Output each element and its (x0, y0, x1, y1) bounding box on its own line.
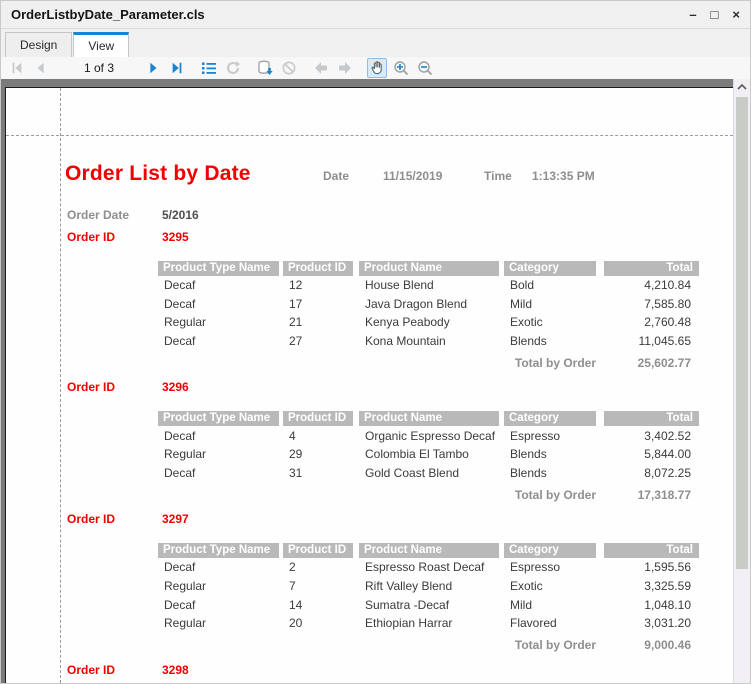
tab-strip (1, 29, 750, 57)
time-label: Time (484, 169, 512, 183)
table-cell: 2,760.48 (644, 315, 691, 330)
tab-design[interactable]: Design (5, 32, 72, 57)
table-cell: Blends (510, 447, 547, 462)
vertical-scrollbar[interactable] (733, 79, 750, 683)
table-cell: Gold Coast Blend (365, 465, 460, 480)
tab-view[interactable]: View (73, 32, 129, 57)
previous-page-icon (34, 61, 48, 75)
column-header: Product Type Name (158, 543, 279, 558)
page-indicator[interactable]: 1 of 3 (83, 61, 115, 75)
table-cell: Exotic (510, 579, 543, 594)
first-page-button[interactable] (7, 58, 27, 78)
zoom-in-button[interactable] (391, 58, 411, 78)
table-cell: 3,325.59 (644, 579, 691, 594)
refresh-icon (225, 60, 241, 76)
table-of-contents-button[interactable] (199, 58, 219, 78)
table-cell: Kona Mountain (365, 334, 446, 349)
order-date-row (67, 208, 733, 222)
total-by-order-value: 17,318.77 (637, 487, 691, 502)
table-row (158, 464, 699, 483)
table-cell: Colombia El Tambo (365, 447, 469, 462)
table-cell: 1,048.10 (644, 597, 691, 612)
time-value: 1:13:35 PM (532, 169, 595, 183)
table-cell: Decaf (164, 334, 196, 349)
table-row (158, 295, 699, 314)
table-cell: Decaf (164, 296, 196, 311)
scrollbar-thumb[interactable] (736, 97, 748, 569)
report-header (65, 162, 733, 186)
table-cell: Mild (510, 597, 533, 612)
table-cell: Mild (510, 296, 533, 311)
zoom-out-button[interactable] (415, 58, 435, 78)
history-back-button[interactable] (311, 58, 331, 78)
column-header: Total (604, 411, 699, 426)
column-header: Product Name (359, 411, 499, 426)
pan-hand-icon (369, 60, 385, 76)
table-row (158, 445, 699, 464)
column-header: Product Type Name (158, 261, 279, 276)
column-header: Category (504, 543, 596, 558)
cancel-icon (281, 60, 297, 76)
order-id-value: 3296 (162, 380, 189, 395)
orders (65, 230, 733, 677)
window-title: OrderListbyDate_Parameter.cls (11, 7, 205, 22)
export-data-button[interactable] (255, 58, 275, 78)
history-back-icon (313, 60, 329, 76)
table-header-row (158, 261, 699, 276)
order-table (158, 543, 699, 654)
table-header-row (158, 543, 699, 558)
order-id-row (67, 230, 733, 244)
date-value: 11/15/2019 (383, 169, 443, 183)
column-header: Product Type Name (158, 411, 279, 426)
order-id-value: 3298 (162, 662, 189, 677)
export-data-icon (257, 60, 273, 76)
column-header: Product ID (283, 543, 353, 558)
column-header: Product Name (359, 543, 499, 558)
column-header: Category (504, 411, 596, 426)
last-page-icon (170, 61, 184, 75)
order-id-row (67, 512, 733, 526)
table-cell: 11,045.65 (638, 334, 691, 349)
table-cell: 2 (289, 560, 296, 575)
column-header: Product ID (283, 411, 353, 426)
report-page (5, 87, 733, 683)
history-forward-button[interactable] (335, 58, 355, 78)
total-by-order-label: Total by Order (514, 355, 596, 370)
table-cell: 5,844.00 (644, 447, 691, 462)
table-cell: 4 (289, 428, 296, 443)
table-cell: Decaf (164, 597, 196, 612)
table-cell: Regular (164, 579, 207, 594)
table-cell: Blends (510, 465, 547, 480)
table-cell: 3,402.52 (644, 428, 691, 443)
scroll-up-button[interactable] (734, 79, 750, 95)
table-cell: Java Dragon Blend (365, 296, 468, 311)
table-cell: Espresso (510, 428, 561, 443)
table-row (158, 595, 699, 614)
total-row (158, 485, 699, 504)
order-table (158, 261, 699, 372)
report-content (6, 88, 733, 677)
table-cell: 20 (289, 616, 303, 631)
date-label: Date (323, 169, 350, 183)
table-cell: 7,585.80 (644, 296, 691, 311)
total-by-order-label: Total by Order (514, 487, 596, 502)
table-cell: House Blend (365, 278, 434, 293)
next-page-icon (146, 61, 160, 75)
window-controls (689, 8, 740, 21)
table-row (158, 577, 699, 596)
table-cell: Ethiopian Harrar (365, 616, 453, 631)
order-id-label: Order ID (67, 380, 116, 395)
column-header: Product ID (283, 261, 353, 276)
refresh-button[interactable] (223, 58, 243, 78)
column-header: Total (604, 543, 699, 558)
table-cell: 17 (289, 296, 303, 311)
table-cell: Organic Espresso Decaf (365, 428, 496, 443)
first-page-icon (10, 61, 24, 75)
chevron-up-icon (736, 82, 748, 92)
table-cell: 4,210.84 (644, 278, 691, 293)
table-cell: Regular (164, 315, 207, 330)
total-by-order-label: Total by Order (514, 638, 596, 653)
order-id-label: Order ID (67, 662, 116, 677)
table-row (158, 426, 699, 445)
table-cell: 3,031.20 (644, 616, 691, 631)
table-header-row (158, 411, 699, 426)
total-row (158, 353, 699, 372)
column-header: Product Name (359, 261, 499, 276)
report-viewport (1, 79, 750, 683)
table-row (158, 614, 699, 633)
table-cell: Decaf (164, 428, 196, 443)
table-cell: 31 (289, 465, 303, 480)
table-cell: 21 (289, 315, 303, 330)
next-page-button[interactable] (143, 58, 163, 78)
order-id-row (67, 663, 733, 677)
total-by-order-value: 25,602.77 (637, 355, 691, 370)
column-header: Total (604, 261, 699, 276)
table-cell: Sumatra -Decaf (365, 597, 450, 612)
table-cell: 8,072.25 (644, 465, 691, 480)
table-cell: Rift Valley Blend (365, 579, 453, 594)
total-by-order-value: 9,000.46 (644, 638, 691, 653)
table-row (158, 332, 699, 351)
history-forward-icon (337, 60, 353, 76)
order-id-row (67, 380, 733, 394)
total-row (158, 636, 699, 655)
table-cell: Decaf (164, 465, 196, 480)
titlebar (1, 1, 750, 29)
order-id-value: 3295 (162, 230, 189, 244)
order-date-label: Order Date (67, 208, 130, 222)
table-cell: 1,595.56 (644, 560, 691, 575)
table-cell: Kenya Peabody (365, 315, 450, 330)
table-cell: 7 (289, 579, 296, 594)
table-cell: Exotic (510, 315, 543, 330)
order-date-value: 5/2016 (162, 208, 199, 222)
table-cell: Blends (510, 334, 547, 349)
order-table (158, 411, 699, 504)
maximize-button[interactable]: □ (710, 7, 719, 22)
table-cell: 12 (289, 278, 303, 293)
table-cell: Flavored (510, 616, 557, 631)
table-cell: Regular (164, 616, 207, 631)
order-id-value: 3297 (162, 512, 189, 527)
order-id-label: Order ID (67, 230, 116, 244)
table-cell: Espresso Roast Decaf (365, 560, 485, 575)
viewer-toolbar (1, 57, 750, 79)
column-header: Category (504, 261, 596, 276)
zoom-in-icon (393, 60, 410, 77)
table-cell: 27 (289, 334, 303, 349)
table-cell: Bold (510, 278, 535, 293)
close-button[interactable]: × (732, 7, 740, 22)
cancel-button[interactable] (279, 58, 299, 78)
order-id-label: Order ID (67, 512, 116, 527)
table-row (158, 558, 699, 577)
table-cell: Regular (164, 447, 207, 462)
table-cell: Decaf (164, 278, 196, 293)
table-cell: 14 (289, 597, 303, 612)
table-row (158, 313, 699, 332)
minimize-button[interactable]: – (689, 7, 697, 22)
table-of-contents-icon (201, 60, 217, 76)
pan-button[interactable] (367, 58, 387, 78)
table-cell: 29 (289, 447, 303, 462)
last-page-button[interactable] (167, 58, 187, 78)
previous-page-button[interactable] (31, 58, 51, 78)
table-cell: Espresso (510, 560, 561, 575)
zoom-out-icon (417, 60, 434, 77)
report-title: Order List by Date (65, 162, 251, 185)
table-row (158, 276, 699, 295)
table-cell: Decaf (164, 560, 196, 575)
